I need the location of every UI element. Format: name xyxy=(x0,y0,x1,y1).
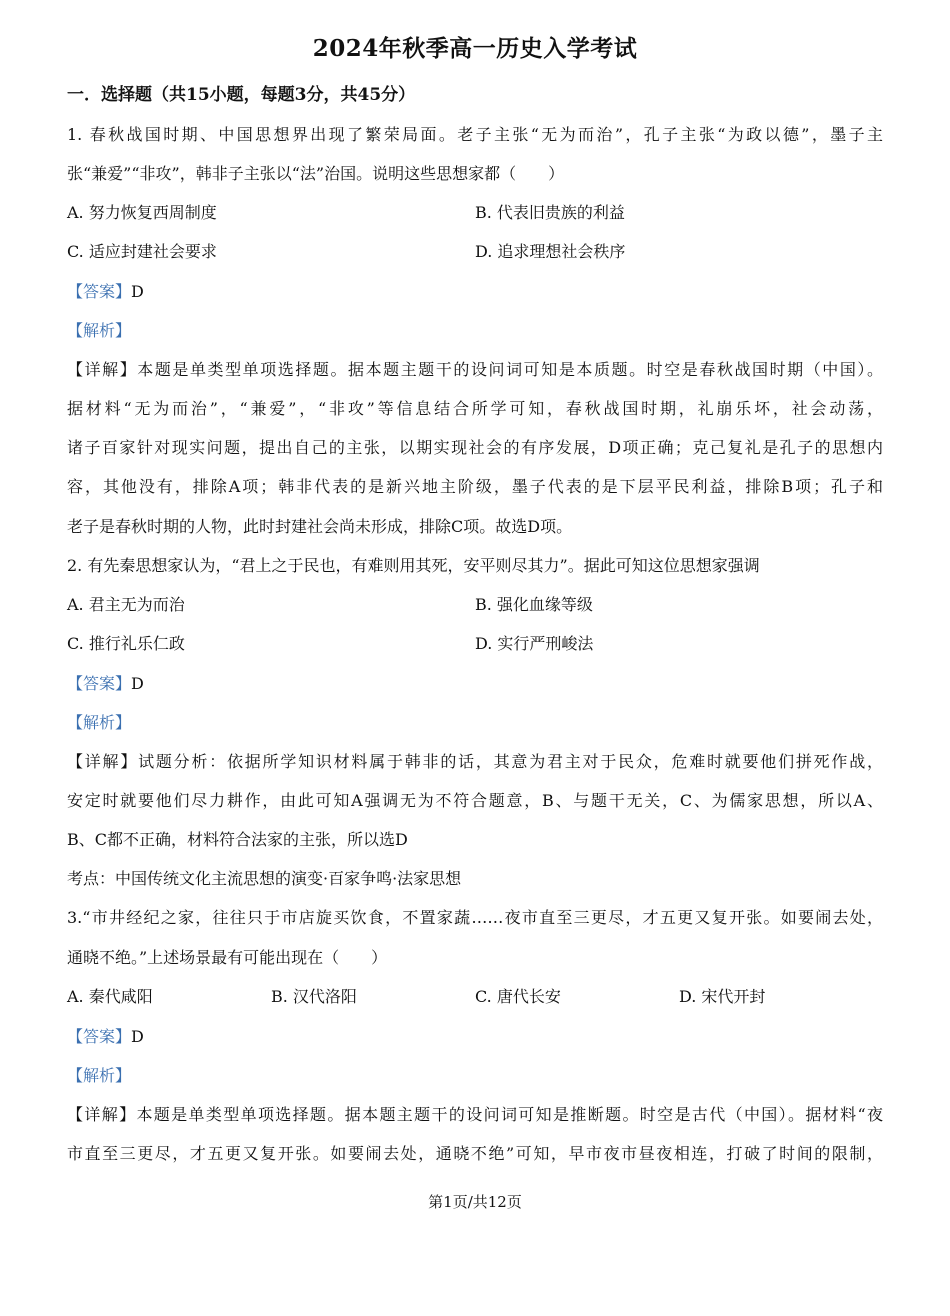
q3-analysis xyxy=(67,1063,131,1086)
q1-answer xyxy=(67,279,144,302)
answer-tag: 【答案】 xyxy=(67,1027,132,1046)
detail-text: 本题是单类型单项选择题。据本题主题干的设问词可知是本质题。时空是春秋战国时期（中国）。 xyxy=(137,360,883,379)
page-footer: 第1页/共12页 xyxy=(428,1193,522,1211)
q1-detail-line-3: 诸子百家针对现实问题，提出自己的主张，以期实现社会的有序发展，D项正确；克己复礼是孔子的思想内 xyxy=(67,438,883,457)
q3-option-b: B. 汉代洛阳 xyxy=(271,987,357,1006)
detail-tag: 【详解】 xyxy=(67,360,138,379)
detail-text: 试题分析：依据所学知识材料属于韩非的话，其意为君主对于民众，危难时就要他们拼死作战， xyxy=(138,752,883,771)
q1-stem-line-2: 张“兼爱”“非攻”，韩非子主张以“法”治国。说明这些思想家都（ ） xyxy=(67,164,565,183)
q2-option-c: C. 推行礼乐仁政 xyxy=(67,634,185,653)
q1-stem-line-1: 1. 春秋战国时期、中国思想界出现了繁荣局面。老子主张“无为而治”，孔子主张“为政以德”，墨子主 xyxy=(67,125,883,144)
answer-value: D xyxy=(131,674,144,693)
q1-detail-line-4: 容，其他没有，排除A项；韩非代表的是新兴地主阶级，墨子代表的是下层平民利益，排除B项；孔子和 xyxy=(67,477,883,496)
q1-option-d: D. 追求理想社会秩序 xyxy=(475,242,626,261)
q2-analysis xyxy=(67,710,131,733)
q3-option-d: D. 宋代开封 xyxy=(679,987,766,1006)
q2-option-a: A. 君主无为而治 xyxy=(67,595,185,614)
detail-tag: 【详解】 xyxy=(67,1105,137,1124)
q2-detail-line-2: 安定时就要他们尽力耕作，由此可知A强调无为不符合题意，B、与题干无关，C、为儒家思想，所以A、 xyxy=(67,791,883,810)
analysis-tag: 【解析】 xyxy=(67,1066,132,1085)
answer-tag: 【答案】 xyxy=(67,282,132,301)
detail-text: 本题是单类型单项选择题。据本题主题干的设问词可知是推断题。时空是古代（中国）。据材料“夜 xyxy=(136,1105,883,1124)
q1-option-a: A. 努力恢复西周制度 xyxy=(67,203,217,222)
q2-answer xyxy=(67,671,144,694)
q1-option-b: B. 代表旧贵族的利益 xyxy=(475,203,625,222)
q2-option-b: B. 强化血缘等级 xyxy=(475,595,593,614)
q1-detail-line-1 xyxy=(67,357,883,380)
detail-tag: 【详解】 xyxy=(67,752,139,771)
q3-stem-line-2: 通晓不绝。”上述场景最有可能出现在（ ） xyxy=(67,948,388,967)
page-title: 2024年秋季高一历史入学考试 xyxy=(312,35,638,62)
q3-detail-line-2: 市直至三更尽，才五更又复开张。如要闹去处，通晓不绝”可知，早市夜市昼夜相连，打破了时间的限制， xyxy=(67,1144,883,1163)
q3-stem-line-1: 3.“市井经纪之家，往往只于市店旋买饮食，不置家蔬……夜市直至三更尽，才五更又复开张。如要闹去处， xyxy=(67,908,883,927)
q3-answer xyxy=(67,1024,144,1047)
q3-detail-line-1 xyxy=(67,1102,883,1125)
answer-value: D xyxy=(131,282,144,301)
q2-kaodian: 考点：中国传统文化主流思想的演变·百家争鸣·法家思想 xyxy=(67,869,462,888)
q1-option-c: C. 适应封建社会要求 xyxy=(67,242,217,261)
answer-value: D xyxy=(131,1027,144,1046)
section-heading: 一．选择题（共15小题，每题3分，共45分） xyxy=(67,85,416,105)
analysis-tag: 【解析】 xyxy=(67,321,132,340)
q2-detail-line-3: B、C都不正确，材料符合法家的主张，所以选D xyxy=(67,830,408,849)
q2-option-d: D. 实行严刑峻法 xyxy=(475,634,594,653)
q1-detail-line-5: 老子是春秋时期的人物，此时封建社会尚未形成，排除C项。故选D项。 xyxy=(67,517,573,536)
analysis-tag: 【解析】 xyxy=(67,713,132,732)
answer-tag: 【答案】 xyxy=(67,674,132,693)
q3-option-c: C. 唐代长安 xyxy=(475,987,561,1006)
q1-detail-line-2: 据材料“无为而治”，“兼爱”，“非攻”等信息结合所学可知，春秋战国时期，礼崩乐坏，社会动荡， xyxy=(67,399,883,418)
q3-option-a: A. 秦代咸阳 xyxy=(67,987,153,1006)
q2-stem-line-1: 2. 有先秦思想家认为，“君上之于民也，有难则用其死，安平则尽其力”。据此可知这位思想家强调 xyxy=(67,556,760,575)
q2-detail-line-1 xyxy=(67,749,883,772)
q1-analysis xyxy=(67,318,131,341)
